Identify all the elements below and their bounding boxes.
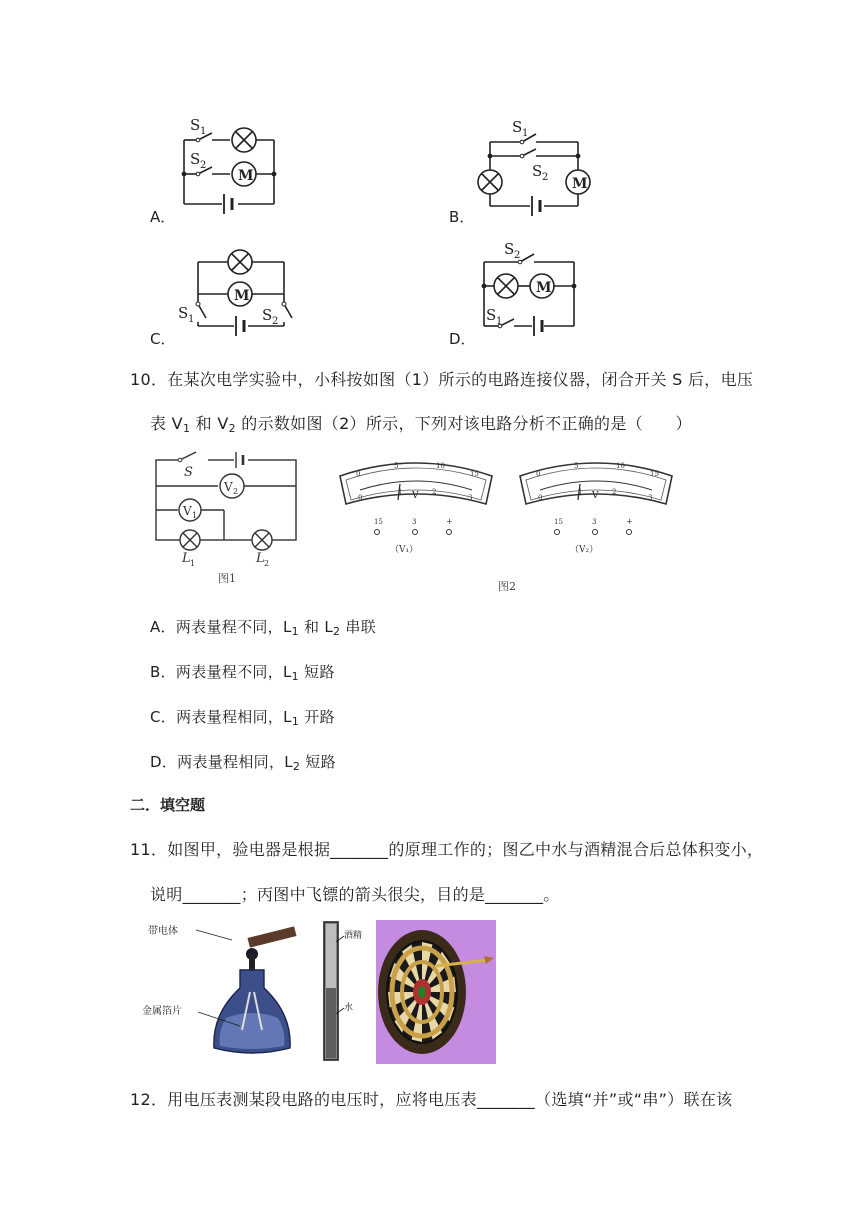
q10-figure1-circuit bbox=[150, 448, 304, 588]
svg-text:S: S bbox=[532, 162, 543, 180]
svg-text:0: 0 bbox=[538, 494, 543, 502]
metal-foil-label: 金属箔片 bbox=[142, 1006, 182, 1017]
svg-text:1: 1 bbox=[496, 316, 503, 327]
svg-text:0: 0 bbox=[356, 470, 361, 478]
svg-text:V: V bbox=[592, 491, 599, 501]
svg-text:M: M bbox=[536, 280, 552, 296]
svg-text:S: S bbox=[504, 240, 515, 258]
option-a-letter: A． bbox=[150, 208, 176, 226]
svg-text:（V₂）: （V₂） bbox=[570, 545, 599, 555]
svg-text:M: M bbox=[234, 288, 250, 304]
circuit-b bbox=[470, 112, 600, 220]
svg-text:10: 10 bbox=[436, 462, 445, 470]
section-title: 二．填空题 bbox=[130, 796, 206, 814]
q11-line2: 说明_______；丙图中飞镖的箭头很尖，目的是_______。 bbox=[150, 885, 560, 904]
svg-text:3: 3 bbox=[468, 494, 473, 502]
svg-text:3: 3 bbox=[592, 518, 597, 526]
svg-text:3: 3 bbox=[412, 518, 417, 526]
q12-line1: 12．用电压表测某段电路的电压时，应将电压表_______（选填“并”或“串”）联在该 bbox=[130, 1090, 733, 1109]
svg-text:+: + bbox=[446, 517, 453, 526]
svg-text:L: L bbox=[256, 551, 265, 566]
svg-text:2: 2 bbox=[272, 316, 279, 327]
svg-text:1: 1 bbox=[200, 126, 207, 137]
q10-option-c: C．两表量程相同，$L_1$ 开路 bbox=[150, 708, 335, 728]
svg-text:1: 1 bbox=[192, 511, 198, 520]
q11-electroscope-figure bbox=[140, 918, 308, 1064]
svg-text:M: M bbox=[572, 176, 588, 192]
svg-text:1: 1 bbox=[522, 128, 529, 139]
svg-text:5: 5 bbox=[394, 462, 399, 470]
svg-text:2: 2 bbox=[233, 487, 239, 496]
circuit-c bbox=[174, 242, 300, 340]
svg-text:2: 2 bbox=[514, 250, 521, 261]
s1-label: S bbox=[190, 116, 201, 134]
circuit-d bbox=[470, 240, 590, 336]
charged-body-label: 带电体 bbox=[148, 926, 178, 937]
svg-text:15: 15 bbox=[650, 470, 659, 478]
svg-text:（V₁）: （V₁） bbox=[390, 545, 419, 555]
svg-text:1: 1 bbox=[578, 488, 583, 496]
motor-label: M bbox=[238, 168, 254, 184]
svg-text:V: V bbox=[412, 491, 419, 501]
q10-line2: 表 $V_1$ 和 $V_2$ 的示数如图（2）所示，下列对该电路分析不正确的是（ ） bbox=[150, 414, 692, 435]
svg-text:2: 2 bbox=[432, 488, 437, 496]
q10-line1: 10．在某次电学实验中，小科按如图（1）所示的电路连接仪器，闭合开关 S 后，电压 bbox=[130, 370, 754, 389]
alcohol-label: 酒精 bbox=[344, 931, 363, 941]
svg-text:S: S bbox=[262, 306, 273, 324]
svg-text:2: 2 bbox=[612, 488, 617, 496]
circuit-a bbox=[170, 112, 290, 220]
svg-text:+: + bbox=[626, 517, 633, 526]
svg-text:S: S bbox=[178, 304, 189, 322]
svg-text:15: 15 bbox=[374, 518, 383, 526]
svg-text:15: 15 bbox=[470, 470, 479, 478]
fig1-caption: 图1 bbox=[218, 572, 236, 585]
water-label: 水 bbox=[344, 1003, 354, 1013]
svg-text:V: V bbox=[183, 504, 192, 518]
q10-figure2-meters bbox=[336, 450, 696, 596]
svg-text:2: 2 bbox=[264, 559, 270, 568]
svg-text:0: 0 bbox=[358, 494, 363, 502]
svg-text:10: 10 bbox=[616, 462, 625, 470]
q11-dartboard-figure bbox=[376, 920, 496, 1064]
option-b-letter: B． bbox=[449, 208, 475, 226]
svg-text:L: L bbox=[182, 551, 191, 566]
q11-line1: 11．如图甲，验电器是根据_______的原理工作的；图乙中水与酒精混合后总体积变小， bbox=[130, 840, 764, 859]
q10-option-b: B．两表量程不同，$L_1$ 短路 bbox=[150, 663, 335, 683]
option-d-letter: D． bbox=[449, 330, 476, 348]
svg-text:1: 1 bbox=[398, 488, 403, 496]
svg-text:2: 2 bbox=[542, 172, 549, 183]
svg-text:V: V bbox=[224, 480, 233, 494]
svg-text:S: S bbox=[512, 118, 523, 136]
svg-text:S: S bbox=[486, 306, 497, 324]
q10-option-d: D．两表量程相同，$L_2$ 短路 bbox=[150, 753, 336, 773]
q11-tube-figure bbox=[318, 918, 368, 1064]
svg-text:0: 0 bbox=[536, 470, 541, 478]
svg-text:1: 1 bbox=[190, 559, 196, 568]
svg-text:15: 15 bbox=[554, 518, 563, 526]
svg-text:S: S bbox=[184, 465, 193, 480]
fig2-caption: 图2 bbox=[498, 580, 516, 593]
q10-option-a: A．两表量程不同，$L_1$ 和 $L_2$ 串联 bbox=[150, 618, 377, 638]
option-c-letter: C． bbox=[150, 330, 176, 348]
svg-text:2: 2 bbox=[200, 160, 207, 171]
svg-text:3: 3 bbox=[648, 494, 653, 502]
svg-text:1: 1 bbox=[188, 314, 195, 325]
s2-label: S bbox=[190, 150, 201, 168]
svg-text:5: 5 bbox=[574, 462, 579, 470]
